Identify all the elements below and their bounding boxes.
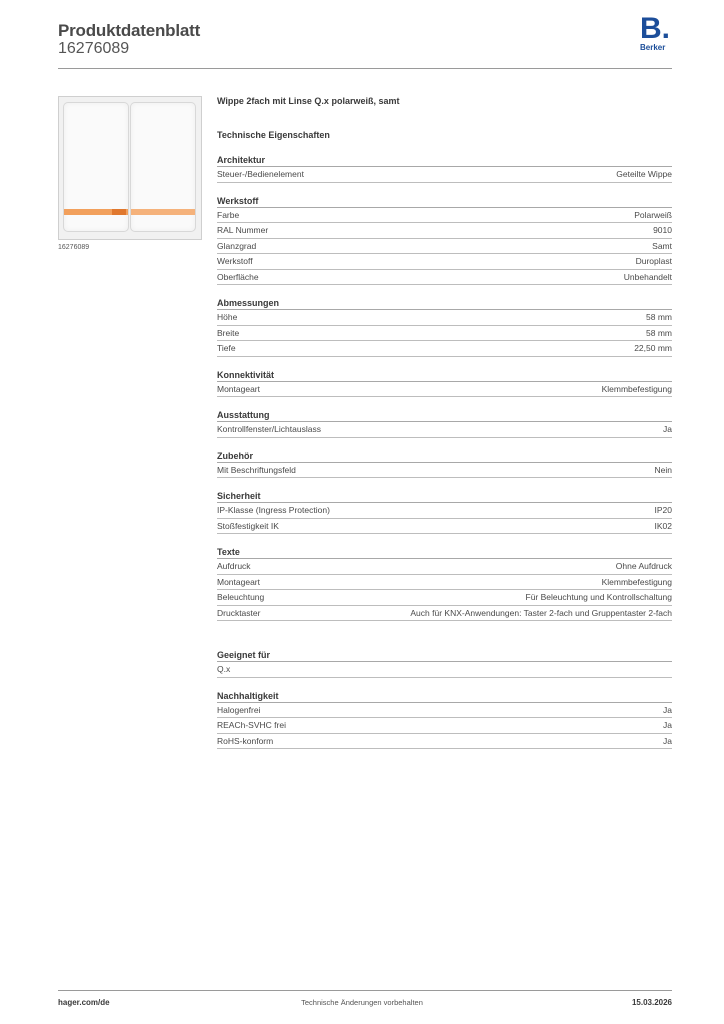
spec-value: Klemmbefestigung bbox=[601, 576, 672, 587]
document-title: Produktdatenblatt bbox=[58, 21, 201, 40]
spec-label: Farbe bbox=[217, 209, 240, 220]
spec-group bbox=[217, 490, 672, 534]
footer-website: hager.com/de bbox=[58, 998, 110, 1007]
spec-value: Klemmbefestigung bbox=[601, 383, 672, 394]
section-heading: Technische Eigenschaften bbox=[217, 130, 330, 140]
spec-group-title: Texte bbox=[217, 546, 672, 559]
spec-value: Ohne Aufdruck bbox=[615, 561, 672, 571]
spec-group-title: Geeignet für bbox=[217, 649, 672, 662]
spec-label: Werkstoff bbox=[217, 256, 253, 266]
spec-label: Halogenfrei bbox=[217, 704, 261, 715]
spec-row bbox=[217, 590, 672, 606]
spec-group bbox=[217, 546, 672, 621]
spec-value: IK02 bbox=[654, 520, 672, 531]
spec-value: Ja bbox=[663, 424, 672, 434]
spec-group-title: Sicherheit bbox=[217, 490, 672, 503]
spec-group bbox=[217, 450, 672, 479]
spec-value: Nein bbox=[654, 464, 672, 475]
product-specs bbox=[217, 94, 672, 749]
spec-value: Unbehandelt bbox=[623, 271, 672, 282]
product-image bbox=[58, 96, 202, 240]
lens-right bbox=[131, 209, 195, 215]
image-caption: 16276089 bbox=[58, 244, 90, 251]
spec-group bbox=[217, 195, 672, 286]
spec-label: Breite bbox=[217, 327, 240, 338]
spec-group-title: Konnektivität bbox=[217, 369, 672, 382]
spec-label: Montageart bbox=[217, 576, 260, 587]
rocker-right bbox=[131, 103, 195, 231]
spec-row bbox=[217, 662, 672, 678]
spec-label: Höhe bbox=[217, 312, 238, 322]
spec-group-title: Zubehör bbox=[217, 450, 672, 463]
spec-group bbox=[217, 154, 672, 183]
spec-value: Duroplast bbox=[635, 256, 672, 266]
spec-value: 22,50 mm bbox=[634, 343, 672, 353]
spec-value: Samt bbox=[652, 240, 672, 251]
spec-label: Oberfläche bbox=[217, 271, 259, 282]
spec-row bbox=[217, 734, 672, 750]
spec-value: Geteilte Wippe bbox=[616, 169, 672, 179]
spec-row bbox=[217, 167, 672, 183]
spec-row bbox=[217, 575, 672, 591]
spec-value: Auch für KNX-Anwendungen: Taster 2-fach und Gruppentaster 2-fach bbox=[410, 607, 672, 618]
spec-row bbox=[217, 223, 672, 239]
logo-letter: B. bbox=[640, 12, 670, 45]
footer-divider bbox=[58, 990, 672, 991]
spec-group bbox=[217, 369, 672, 398]
spec-group-title: Nachhaltigkeit bbox=[217, 690, 672, 703]
spec-row bbox=[217, 463, 672, 479]
spec-label: Tiefe bbox=[217, 343, 236, 353]
spec-row bbox=[217, 718, 672, 734]
footer-disclaimer: Technische Änderungen vorbehalten bbox=[301, 998, 423, 1007]
spec-group bbox=[217, 690, 672, 750]
spec-row bbox=[217, 254, 672, 270]
header-divider bbox=[58, 68, 672, 69]
spec-label: REACh-SVHC frei bbox=[217, 720, 286, 730]
spec-label: Montageart bbox=[217, 383, 260, 394]
rocker-left bbox=[64, 103, 128, 231]
spec-group-title: Architektur bbox=[217, 154, 672, 167]
spec-group bbox=[217, 297, 672, 357]
spec-label: Q.x bbox=[217, 664, 231, 674]
spec-value: 58 mm bbox=[646, 327, 672, 338]
spec-value: IP20 bbox=[654, 505, 672, 515]
berker-logo bbox=[638, 12, 674, 56]
spec-value: 58 mm bbox=[646, 312, 672, 322]
spec-row bbox=[217, 606, 672, 622]
spec-label: Aufdruck bbox=[217, 561, 251, 571]
spec-row bbox=[217, 341, 672, 357]
spec-groups bbox=[217, 154, 672, 749]
logo-text: Berker bbox=[640, 43, 666, 52]
spec-value: Polarweiß bbox=[634, 209, 672, 220]
spec-row bbox=[217, 422, 672, 438]
spec-row bbox=[217, 326, 672, 342]
spec-row bbox=[217, 503, 672, 519]
spec-row bbox=[217, 310, 672, 326]
product-title: Wippe 2fach mit Linse Q.x polarweiß, samt bbox=[217, 96, 400, 106]
article-number: 16276089 bbox=[58, 40, 130, 57]
spec-row bbox=[217, 559, 672, 575]
spec-row bbox=[217, 239, 672, 255]
footer-date: 15.03.2026 bbox=[631, 998, 672, 1007]
spec-value: Für Beleuchtung und Kontrollschaltung bbox=[525, 592, 672, 602]
spec-label: Mit Beschriftungsfeld bbox=[217, 464, 296, 475]
spec-label: Steuer-/Bedienelement bbox=[217, 169, 304, 179]
spec-value: 9010 bbox=[653, 225, 672, 235]
spec-value: Ja bbox=[663, 704, 672, 715]
spec-row bbox=[217, 270, 672, 286]
spec-value: Ja bbox=[663, 720, 672, 730]
spec-row bbox=[217, 208, 672, 224]
spec-value: Ja bbox=[663, 735, 672, 746]
spec-row bbox=[217, 519, 672, 535]
spec-label: RAL Nummer bbox=[217, 225, 269, 235]
spec-group-title: Werkstoff bbox=[217, 195, 672, 208]
spec-group bbox=[217, 649, 672, 678]
spec-label: Stoßfestigkeit IK bbox=[217, 520, 279, 531]
spec-group-title: Ausstattung bbox=[217, 409, 672, 422]
spec-group bbox=[217, 409, 672, 438]
spec-label: RoHS-konform bbox=[217, 735, 274, 746]
spec-label: Kontrollfenster/Lichtauslass bbox=[217, 424, 321, 434]
spec-label: Glanzgrad bbox=[217, 240, 257, 251]
spec-label: Beleuchtung bbox=[217, 592, 265, 602]
spec-label: IP-Klasse (Ingress Protection) bbox=[217, 505, 330, 515]
spec-group-title: Abmessungen bbox=[217, 297, 672, 310]
lens-indicator bbox=[112, 209, 126, 215]
spec-row bbox=[217, 703, 672, 719]
spec-row bbox=[217, 382, 672, 398]
spec-label: Drucktaster bbox=[217, 607, 261, 618]
